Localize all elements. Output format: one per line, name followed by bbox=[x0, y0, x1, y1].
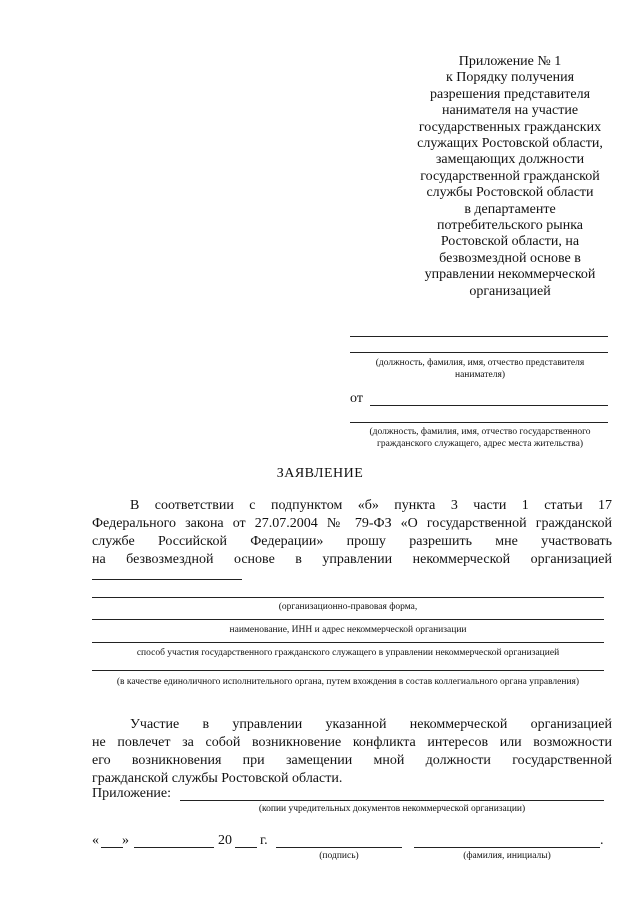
paragraph-line: Федерального закона от 27.07.2004 № 79-ФЗ «О государственной гражданской bbox=[92, 516, 612, 531]
appendix-line: служащих Ростовской области, bbox=[417, 136, 603, 152]
from-label: от bbox=[350, 391, 363, 406]
paragraph-line: не повлечет за собой возникновение конфликта интересов или возможности bbox=[92, 735, 612, 750]
appendix-line: управлении некоммерческой bbox=[424, 267, 596, 283]
appendix-line: Приложение № 1 bbox=[458, 54, 562, 69]
paragraph-request bbox=[92, 497, 612, 569]
year-suffix: г. bbox=[260, 833, 268, 848]
year-prefix: 20 bbox=[218, 833, 232, 848]
org-form-caption: (организационно-правовая форма, bbox=[278, 602, 418, 612]
employee-fill-line[interactable] bbox=[350, 422, 608, 423]
organization-detail-line[interactable] bbox=[92, 642, 604, 643]
appendix-line: службы Ростовской области bbox=[426, 185, 594, 201]
appendix-line: безвозмездной основе в bbox=[439, 250, 581, 266]
paragraph-line: В соответствии с подпунктом «б» пункта 3 части 1 статьи 17 bbox=[130, 498, 612, 513]
name-caption: (фамилия, инициалы) bbox=[463, 851, 551, 861]
day-fill-line[interactable] bbox=[101, 847, 123, 848]
paragraph-line: Участие в управлении указанной некоммерческой организацией bbox=[130, 717, 612, 732]
name-fill-line[interactable] bbox=[414, 847, 600, 848]
appendix-line: разрешения представителя bbox=[429, 86, 591, 102]
appendix-line: организацией bbox=[469, 283, 551, 299]
appendix-line: нанимателя на участие bbox=[441, 103, 579, 119]
appendix-line: государственной гражданской bbox=[420, 168, 600, 184]
paragraph-line: на безвозмездной основе в управлении некоммерческой организацией bbox=[92, 552, 612, 567]
appendix-line: потребительского рынка bbox=[436, 218, 584, 234]
employer-fill-line[interactable] bbox=[350, 352, 608, 353]
appendix-line: государственных гражданских bbox=[418, 119, 602, 135]
attachment-label: Приложение: bbox=[92, 786, 172, 801]
appendix-header bbox=[405, 54, 615, 300]
organization-fill-line[interactable] bbox=[92, 579, 242, 580]
attachment-caption: (копии учредительных документов некоммерческой организации) bbox=[258, 804, 526, 814]
appendix-line: в департаменте bbox=[464, 201, 556, 217]
paragraph-line: гражданской службы Ростовской области. bbox=[92, 771, 343, 786]
date-quote-close: » bbox=[122, 833, 129, 848]
org-name-caption: наименование, ИНН и адрес некоммерческой организации bbox=[229, 625, 467, 635]
signature-fill-line[interactable] bbox=[276, 847, 402, 848]
employer-caption: (должность, фамилия, имя, отчество представителя нанимателя) bbox=[375, 358, 585, 380]
paragraph-line: службе Российской Федерации» прошу разрешить мне участвовать bbox=[92, 534, 612, 549]
employee-caption: (должность, фамилия, имя, отчество государственного гражданского служащего, адрес места жительства) bbox=[369, 427, 591, 449]
appendix-line: Ростовской области, на bbox=[440, 234, 580, 250]
year-fill-line[interactable] bbox=[235, 847, 257, 848]
participation-type-caption: (в качестве единоличного исполнительного органа, путем вхождения в состав коллегиального органа управления) bbox=[116, 677, 580, 687]
paragraph-line: его возникновения при замещении мной должности государственной bbox=[92, 753, 612, 768]
organization-detail-line[interactable] bbox=[92, 619, 604, 620]
organization-detail-line[interactable] bbox=[92, 597, 604, 598]
signature-caption: (подпись) bbox=[319, 851, 359, 861]
employee-fill-line[interactable] bbox=[370, 405, 608, 406]
appendix-line: к Порядку получения bbox=[445, 70, 575, 86]
attachment-fill-line[interactable] bbox=[180, 800, 604, 801]
document-title: ЗАЯВЛЕНИЕ bbox=[276, 466, 364, 481]
paragraph-conflict bbox=[92, 716, 612, 788]
employer-fill-line[interactable] bbox=[350, 336, 608, 337]
participation-method-caption: способ участия государственного гражданского служащего в управлении некоммерческой организацией bbox=[136, 648, 560, 658]
organization-detail-line[interactable] bbox=[92, 670, 604, 671]
end-period: . bbox=[600, 833, 604, 848]
appendix-line: замещающих должности bbox=[435, 152, 585, 168]
date-quote-open: « bbox=[92, 833, 99, 848]
month-fill-line[interactable] bbox=[134, 847, 214, 848]
